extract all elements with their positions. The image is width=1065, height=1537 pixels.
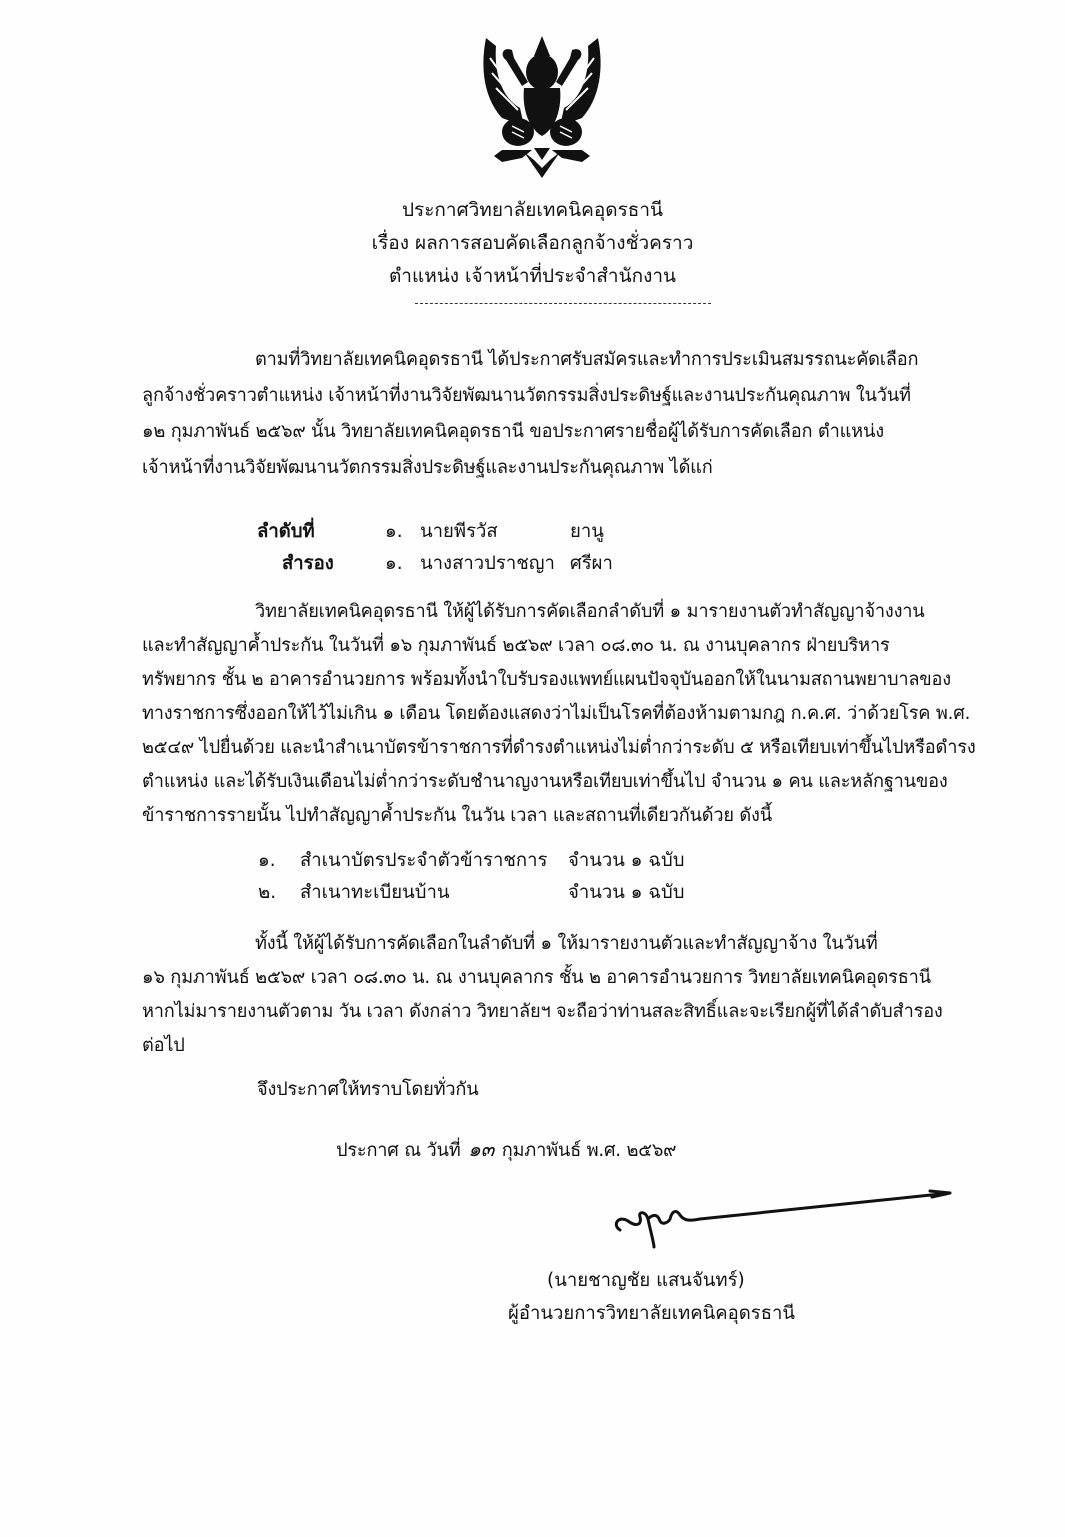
paragraph-1-line: ตามที่วิทยาลัยเทคนิคอุดรธานี ได้ประกาศรับสมัครและทำการประเมินสมรรถนะคัดเลือก	[255, 349, 919, 370]
paragraph-2-line: และทำสัญญาค้ำประกัน ในวันที่ ๑๖ กุมภาพันธ์ ๒๕๖๙ เวลา ๐๘.๓๐ น. ณ งานบุคลากร ฝ่ายบริหาร	[142, 635, 890, 656]
paragraph-2-line: วิทยาลัยเทคนิคอุดรธานี ให้ผู้ได้รับการคัดเลือกลำดับที่ ๑ มารายงานตัวทำสัญญาจ้างงาน	[255, 601, 925, 622]
date-day-handwritten: ๑๓	[468, 1137, 495, 1161]
signatory-name: (นายชาญชัย แสนจันทร์)	[547, 1270, 745, 1291]
paragraph-2-line: ตำแหน่ง และได้รับเงินเดือนไม่ต่ำกว่าระดับชำนาญงานหรือเทียบเท่าขึ้นไป จำนวน ๑ คน และหลักฐานของ	[142, 771, 948, 792]
closing-statement: จึงประกาศให้ทราบโดยทั่วกัน	[257, 1079, 479, 1100]
document-name: สำเนาทะเบียนบ้าน	[300, 882, 450, 903]
reserve-number: ๑.	[385, 553, 403, 574]
paragraph-3-line: หากไม่มารายงานตัวตาม วัน เวลา ดังกล่าว วิทยาลัยฯ จะถือว่าท่านสละสิทธิ์และจะเรียกผู้ที่ได้ลำดับสำรอง	[142, 1001, 943, 1022]
document-quantity: จำนวน ๑ ฉบับ	[568, 882, 685, 903]
reserve-first-name: นางสาวปราชญา	[420, 553, 555, 574]
document-number: ๒.	[258, 882, 277, 903]
garuda-emblem-icon	[472, 28, 612, 188]
candidate-last-name: ยานู	[570, 521, 604, 542]
document-name: สำเนาบัตรประจำตัวข้าราชการ	[300, 850, 548, 871]
announcement-subject: เรื่อง ผลการสอบคัดเลือกลูกจ้างชั่วคราว	[371, 232, 694, 254]
announcement-date	[336, 1134, 676, 1166]
announcement-title: ประกาศวิทยาลัยเทคนิคอุดรธานี	[401, 199, 664, 221]
document-quantity: จำนวน ๑ ฉบับ	[568, 850, 685, 871]
candidate-first-name: นายพีรวัส	[420, 521, 498, 542]
paragraph-3-line: ๑๖ กุมภาพันธ์ ๒๕๖๙ เวลา ๐๘.๓๐ น. ณ งานบุคลากร ชั้น ๒ อาคารอำนวยการ วิทยาลัยเทคนิคอุดรธานี	[142, 967, 931, 988]
reserve-last-name: ศรีผา	[570, 553, 613, 574]
document-number: ๑.	[258, 850, 276, 871]
paragraph-2-line: ๒๕๔๙ ไปยื่นด้วย และนำสำเนาบัตรข้าราชการที่ดำรงตำแหน่งไม่ต่ำกว่าระดับ ๕ หรือเทียบเท่าขึ้นไปหรือดำรง	[142, 737, 976, 758]
paragraph-2-line: ทางราชการซึ่งออกให้ไว้ไม่เกิน ๑ เดือน โดยต้องแสดงว่าไม่เป็นโรคที่ต้องห้ามตามกฎ ก.ค.ศ. ว่าด้วยโรค พ.ศ.	[142, 703, 971, 724]
date-month-year: กุมภาพันธ์ พ.ศ. ๒๕๖๙	[501, 1140, 677, 1161]
paragraph-1-line: ๑๒ กุมภาพันธ์ ๒๕๖๙ นั้น วิทยาลัยเทคนิคอุดรธานี ขอประกาศรายชื่อผู้ได้รับการคัดเลือก ตำแหน่ง	[142, 421, 884, 442]
handwritten-signature-icon	[610, 1185, 955, 1255]
paragraph-3-line: ทั้งนี้ ให้ผู้ได้รับการคัดเลือกในลำดับที่ ๑ ให้มารายงานตัวและทำสัญญาจ้าง ในวันที่	[255, 933, 878, 954]
paragraph-2-line: ข้าราชการรายนั้น ไปทำสัญญาค้ำประกัน ในวัน เวลา และสถานที่เดียวกันด้วย ดังนี้	[142, 805, 772, 826]
paragraph-1-line: เจ้าหน้าที่งานวิจัยพัฒนานวัตกรรมสิ่งประดิษฐ์และงานประกันคุณภาพ ได้แก่	[142, 457, 713, 478]
rank-label: ลำดับที่	[257, 521, 315, 542]
announcement-position: ตำแหน่ง เจ้าหน้าที่ประจำสำนักงาน	[388, 265, 677, 287]
paragraph-2-line: ทรัพยากร ชั้น ๒ อาคารอำนวยการ พร้อมทั้งนำใบรับรองแพทย์แผนปัจจุบันออกให้ในนามสถานพยาบาลของ	[142, 669, 951, 690]
paragraph-3-line: ต่อไป	[142, 1035, 185, 1056]
header-divider	[415, 303, 711, 304]
rank-number: ๑.	[385, 521, 403, 542]
paragraph-1-line: ลูกจ้างชั่วคราวตำแหน่ง เจ้าหน้าที่งานวิจัยพัฒนานวัตกรรมสิ่งประดิษฐ์และงานประกันคุณภาพ ในวันที่	[142, 385, 911, 406]
reserve-label: สำรอง	[282, 553, 334, 574]
signatory-title: ผู้อำนวยการวิทยาลัยเทคนิคอุดรธานี	[508, 1303, 796, 1324]
date-prefix: ประกาศ ณ วันที่	[336, 1140, 461, 1161]
